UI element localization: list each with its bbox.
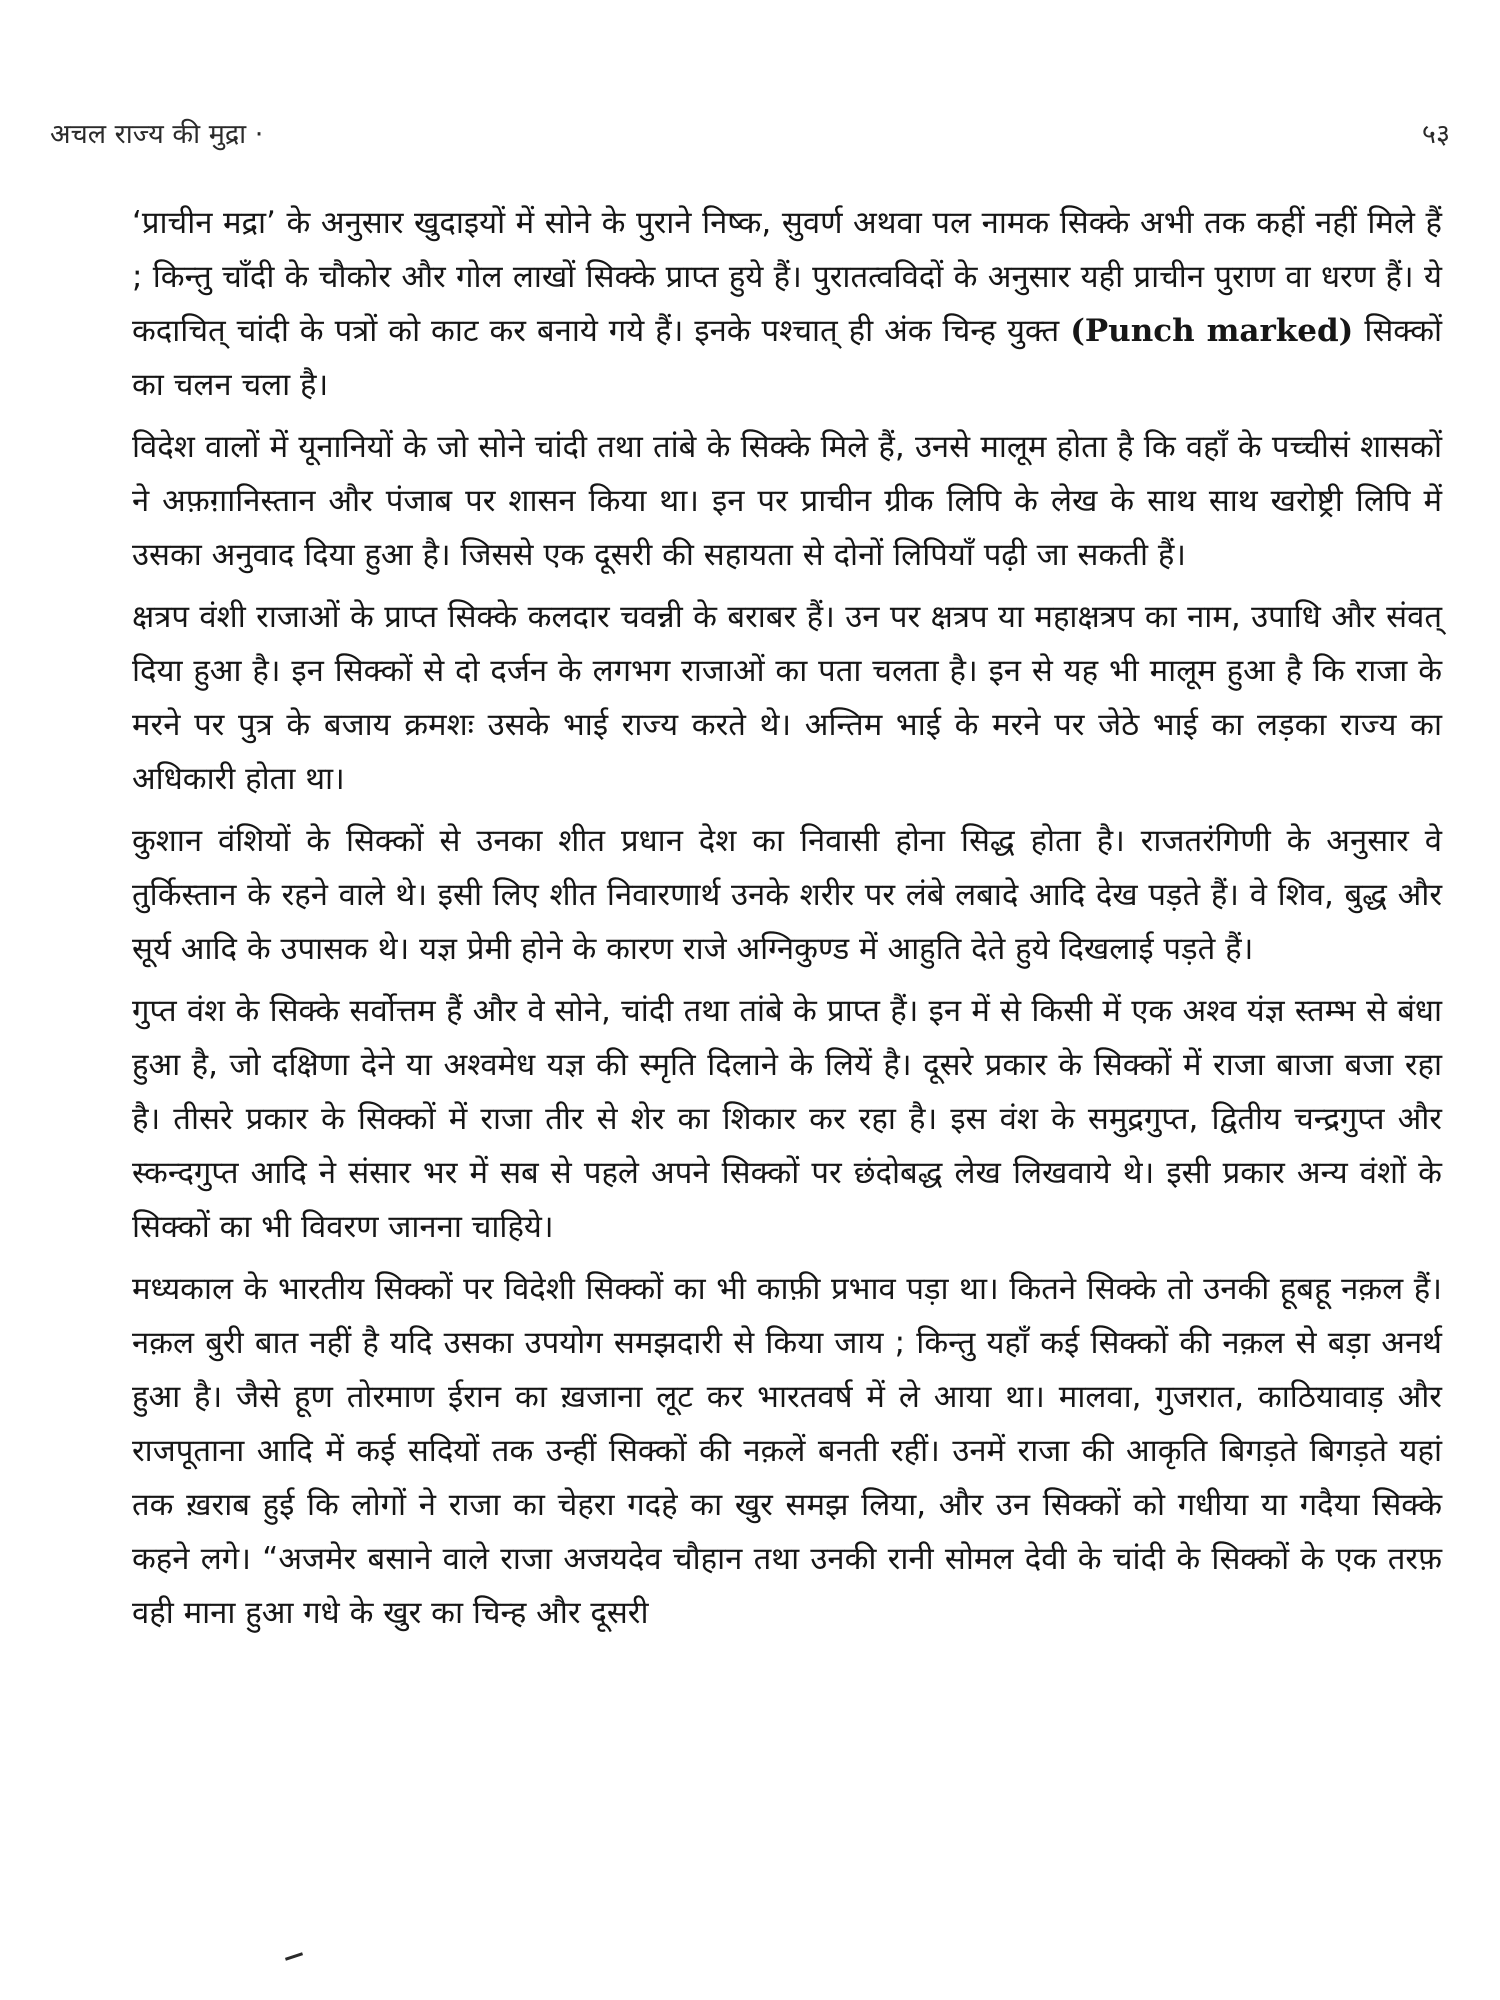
running-header xyxy=(50,112,1450,152)
paragraph-medieval-coins: मध्यकाल के भारतीय सिक्कों पर विदेशी सिक्कों का भी काफ़ी प्रभाव पड़ा था। कितने सिक्के तो उनकी हूबहू नक़ल हैं। नक़ल बुरी बात नहीं है यदि उसका उपयोग समझदारी से किया जाय ; किन्तु यहाँ कई सिक्कों की नक़ल से बड़ा अनर्थ हुआ है। जैसे हूण तोरमाण ईरान का ख़जाना लूट कर भारतवर्ष में ले आया था। मालवा, गुजरात, काठियावाड़ और राजपूताना आदि में कई सदियों तक उन्हीं सिक्कों की नक़लें बनती रहीं। उनमें राजा की आकृति बिगड़ते बिगड़ते यहां तक ख़राब हुई कि लोगों ने राजा का चेहरा गदहे का खुर समझ लिया, और उन सिक्कों को गधीया या गदैया सिक्के कहने लगे। “अजमेर बसाने वाले राजा अजयदेव चौहान तथा उनकी रानी सोमल देवी के चांदी के सिक्कों के एक तरफ़ वही माना हुआ गधे के खुर का चिन्ह और दूसरी xyxy=(132,1271,1442,1631)
body-text xyxy=(132,196,1442,1648)
running-title: अचल राज्य की मुद्रा · xyxy=(50,118,264,150)
paragraph-kshatrap-coins: क्षत्रप वंशी राजाओं के प्राप्त सिक्के कलदार चवन्नी के बराबर हैं। उन पर क्षत्रप या महाक्षत्रप का नाम, उपाधि और संवत् दिया हुआ है। इन सिक्कों से दो दर्जन के लगभग राजाओं का पता चलता है। इन से यह भी मालूम हुआ है कि राजा के मरने पर पुत्र के बजाय क्रमशः उसके भाई राज्य करते थे। अन्तिम भाई के मरने पर जेठे भाई का लड़का राज्य का अधिकारी होता था। xyxy=(132,599,1442,797)
paragraph-gupta-coins: गुप्त वंश के सिक्के सर्वोत्तम हैं और वे सोने, चांदी तथा तांबे के प्राप्त हैं। इन में से किसी में एक अश्व यंज्ञ स्तम्भ से बंधा हुआ है, जो दक्षिणा देने या अश्वमेध यज्ञ की स्मृति दिलाने के लियें है। दूसरे प्रकार के सिक्कों में राजा बाजा बजा रहा है। तीसरे प्रकार के सिक्कों में राजा तीर से शेर का शिकार कर रहा है। इस वंश के समुद्रगुप्त, द्वितीय चन्द्रगुप्त और स्कन्दगुप्त आदि ने संसार भर में सब से पहले अपने सिक्कों पर छंदोबद्ध लेख लिखवाये थे। इसी प्रकार अन्य वंशों के सिक्कों का भी विवरण जानना चाहिये। xyxy=(132,993,1442,1245)
paragraph-greek-coins: विदेश वालों में यूनानियों के जो सोने चांदी तथा तांबे के सिक्के मिले हैं, उनसे मालूम होता है कि वहाँ के पच्चीसं शासकों ने अफ़ग़ानिस्तान और पंजाब पर शासन किया था। इन पर प्राचीन ग्रीक लिपि के लेख के साथ साथ खरोष्ट्री लिपि में उसका अनुवाद दिया हुआ है। जिससे एक दूसरी की सहायता से दोनों लिपियाँ पढ़ी जा सकती हैं। xyxy=(132,429,1442,573)
paragraph-kushan-coins: कुशान वंशियों के सिक्कों से उनका शीत प्रधान देश का निवासी होना सिद्ध होता है। राजतरंगिणी के अनुसार वे तुर्किस्तान के रहने वाले थे। इसी लिए शीत निवारणार्थ उनके शरीर पर लंबे लबादे आदि देख पड़ते हैं। वे शिव, बुद्ध और सूर्य आदि के उपासक थे। यज्ञ प्रेमी होने के कारण राजे अग्निकुण्ड में आहुति देते हुये दिखलाई पड़ते हैं। xyxy=(132,823,1442,967)
page-number: ५३ xyxy=(1421,118,1450,150)
paragraph-text: सिक्कों का चलन चला है। xyxy=(132,313,1443,403)
paragraph-text: ‘प्राचीन मद्रा’ के अनुसार खुदाइयों में सोने के पुराने निष्क, सुवर्ण अथवा पल नामक सिक्के अभी तक कहीं नहीं मिले हैं ; किन्तु चाँदी के चौकोर और गोल लाखों सिक्के प्राप्त हुये हैं। पुरातत्वविदों के अनुसार यही प्राचीन पुराण वा धरण हैं। ये कदाचित् चांदी के पत्रों को काट कर बनाये गये हैं। इनके पश्चात् ही अंक चिन्ह युक्त xyxy=(132,205,1442,349)
scan-mark xyxy=(285,1952,303,1960)
paragraph-ancient-coins xyxy=(132,196,1442,412)
latin-term: (Punch marked) xyxy=(1070,313,1354,349)
